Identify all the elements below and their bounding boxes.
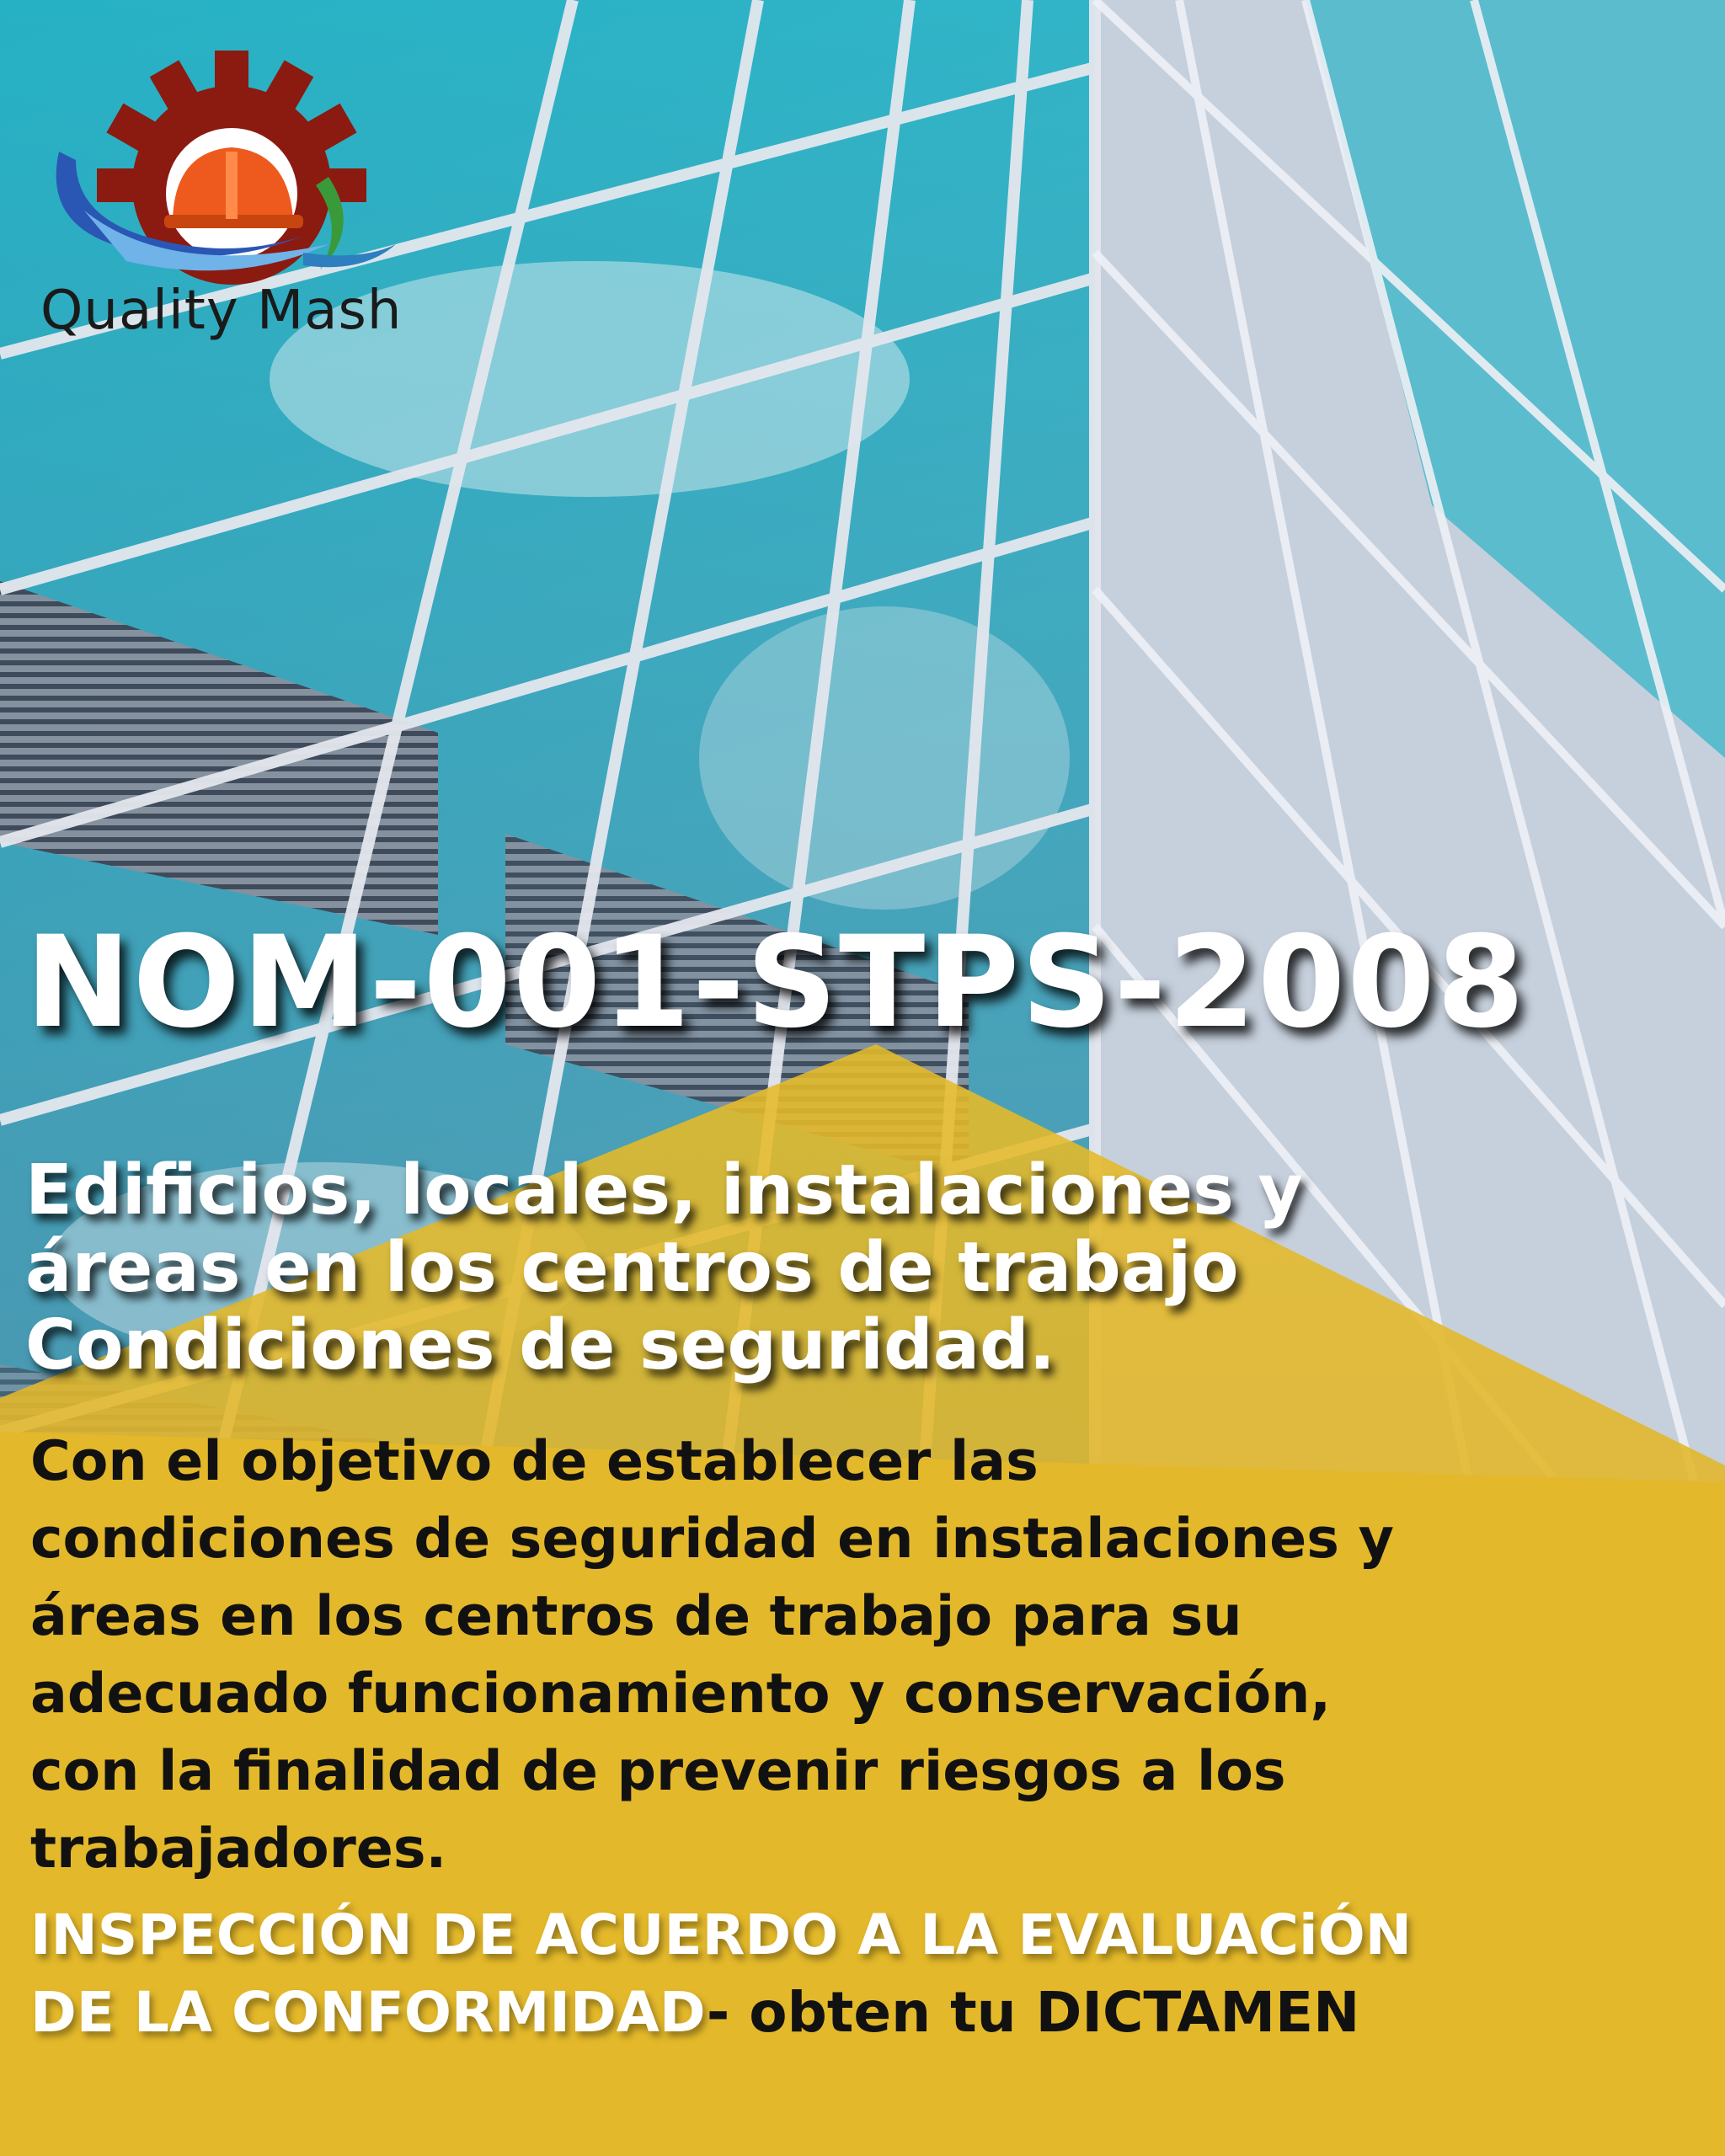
description-line: trabajadores. (30, 1817, 447, 1881)
description (30, 1423, 1394, 1888)
description-line: condiciones de seguridad en instalaciones y (30, 1508, 1394, 1571)
description-line: áreas en los centros de trabajo para su (30, 1585, 1242, 1648)
description-line: con la finalidad de prevenir riesgos a los (30, 1740, 1286, 1803)
brand-name: Quality Mash (40, 280, 403, 342)
cta-line-1: INSPECCIÓN DE ACUERDO A LA EVALUACiÓN (30, 1903, 1412, 1967)
subtitle-line: Edificios, locales, instalaciones y (25, 1150, 1303, 1230)
description-line: adecuado funcionamiento y conservación, (30, 1662, 1332, 1726)
cta-line-2 (30, 1974, 1412, 2052)
description-line: Con el objetivo de establecer las (30, 1430, 1039, 1493)
call-to-action (30, 1897, 1412, 2052)
subtitle (25, 1152, 1303, 1385)
cta-dictamen: - obten tu DICTAMEN (706, 1980, 1360, 2045)
cta-highlight: DE LA CONFORMIDAD (30, 1980, 707, 2045)
subtitle-line: Condiciones de seguridad. (25, 1305, 1055, 1385)
page-title: NOM-001-STPS-2008 (25, 910, 1526, 1056)
subtitle-line: áreas en los centros de trabajo (25, 1228, 1239, 1308)
